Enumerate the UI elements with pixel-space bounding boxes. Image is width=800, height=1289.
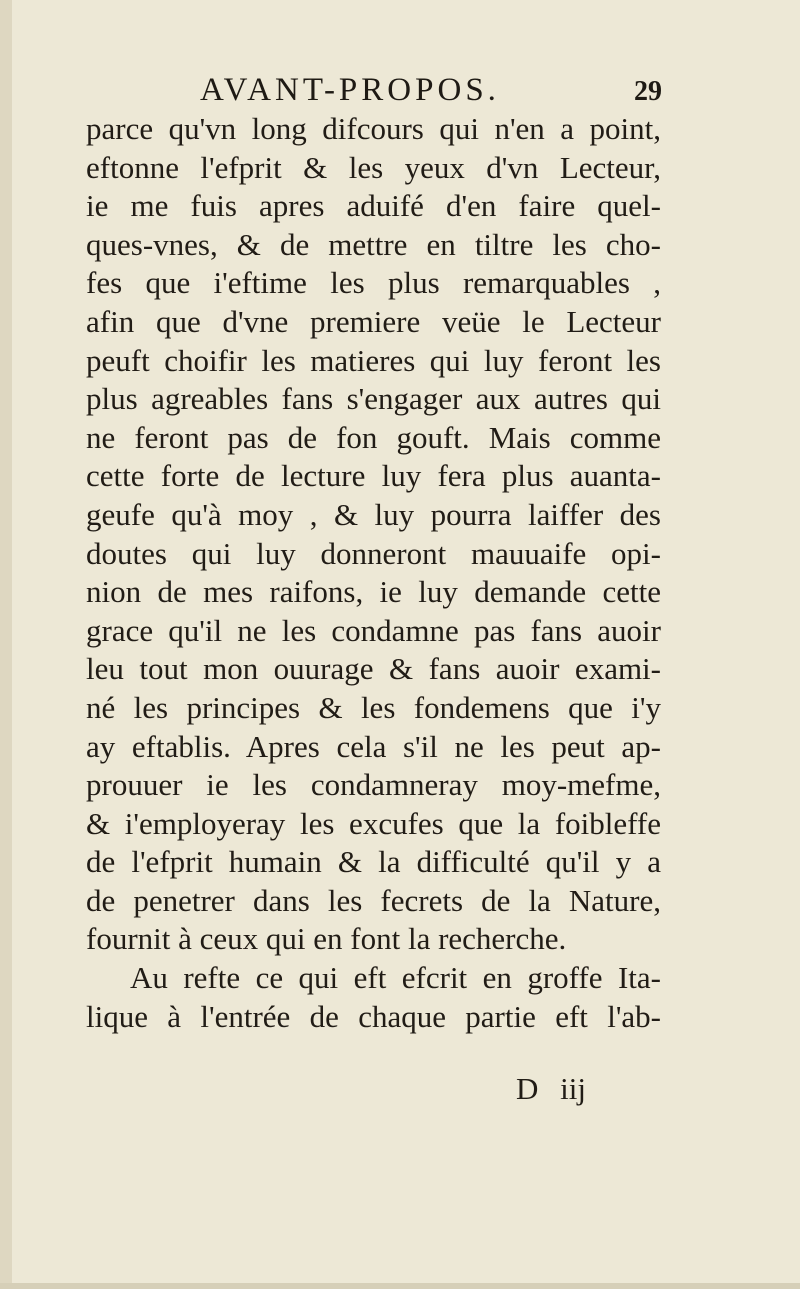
text-line: parce qu'vn long difcours qui n'en a point, <box>86 111 661 146</box>
running-title: AVANT-PROPOS. <box>200 72 500 108</box>
text-line: fournit à ceux qui en font la recherche. <box>86 921 567 957</box>
text-line: geufe qu'à moy , & luy pourra laiffer des <box>86 496 661 532</box>
text-line: Au refte ce qui eft efcrit en groffe Ita- <box>130 960 661 996</box>
page-number: 29 <box>634 76 662 107</box>
text-line: lique à l'entrée de chaque partie eft l'ab- <box>86 998 661 1034</box>
text-line: doutes qui luy donneront mauuaife opi- <box>86 535 661 571</box>
text-line: ay eftablis. Apres cela s'il ne les peut ap- <box>86 728 661 764</box>
text-line: de l'efprit humain & la difficulté qu'il y a <box>86 844 661 880</box>
signature-mark: D iij <box>516 1071 586 1106</box>
text-line: leu tout mon ouurage & fans auoir exami- <box>86 651 661 687</box>
text-line: nion de mes raifons, ie luy demande cette <box>86 574 661 610</box>
text-line: de penetrer dans les fecrets de la Nature, <box>86 882 661 918</box>
page-edge <box>0 1283 800 1289</box>
text-line: fes que i'eftime les plus remarquables , <box>86 265 661 301</box>
body-text <box>86 110 661 1036</box>
text-line: ie me fuis apres aduifé d'en faire quel- <box>86 188 661 224</box>
text-line: peuft choifir les matieres qui luy feront les <box>86 342 661 378</box>
text-line: grace qu'il ne les condamne pas fans auoir <box>86 612 661 648</box>
text-line: & i'employeray les excufes que la foibleffe <box>86 805 661 841</box>
text-line: cette forte de lecture luy fera plus auanta- <box>86 458 661 494</box>
text-line: ques-vnes, & de mettre en tiltre les cho- <box>86 226 661 262</box>
text-line: né les principes & les fondemens que i'y <box>86 689 661 725</box>
text-line: prouuer ie les condamneray moy-mefme, <box>86 767 661 803</box>
page-gutter <box>0 0 12 1289</box>
text-line: afin que d'vne premiere veüe le Lecteur <box>86 303 661 339</box>
text-line: plus agreables fans s'engager aux autres qui <box>86 381 661 417</box>
page-header <box>200 70 662 110</box>
text-line: eftonne l'efprit & les yeux d'vn Lecteur, <box>86 149 661 185</box>
text-line: ne feront pas de fon gouft. Mais comme <box>86 419 661 455</box>
